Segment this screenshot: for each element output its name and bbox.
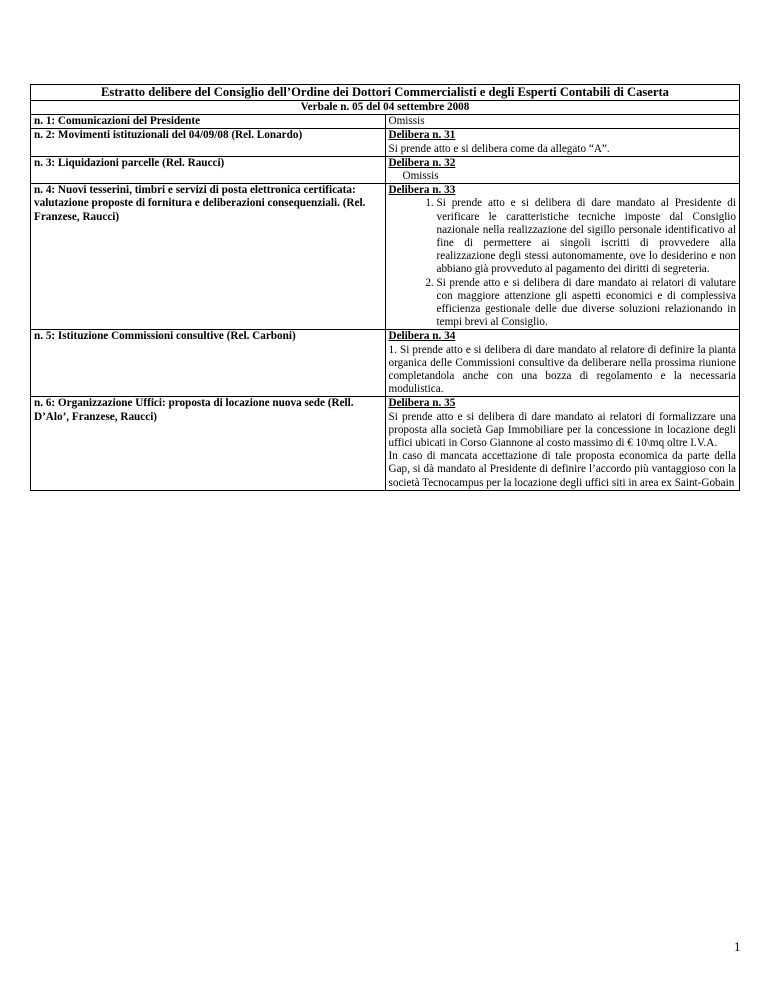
agenda-item: n. 5: Istituzione Commissioni consultive (Rel. Carboni) xyxy=(31,330,386,397)
list-item: 1. Si prende atto e si delibera di dare mandato al Presidente di verificare le caratteristiche tecniche imposte dal Consiglio nazionale nella realizzazione del sigillo personale identificativo al fine di permettere ai singoli iscritti di provvedere alla realizzazione degli stessi autonomamente, ove lo desiderino e non abbiano già provveduto al pagamento dei diritti di segreteria. xyxy=(437,197,737,276)
delibera-text: In caso di mancata accettazione di tale proposta economica da parte della Gap, si dà mandato al Presidente di definire l’accordo più vantaggioso con la società Tecnocampus per la locazione degli uffici siti in area ex Saint-Gobain xyxy=(388,450,736,489)
table-row xyxy=(31,397,740,490)
delibera-heading: Delibera n. 35 xyxy=(388,397,456,410)
delibera-cell xyxy=(385,115,740,129)
agenda-item: n. 1: Comunicazioni del Presidente xyxy=(31,115,386,129)
page-number: 1 xyxy=(734,939,741,954)
table-row xyxy=(31,184,740,330)
delibera-heading: Delibera n. 33 xyxy=(388,184,456,197)
delibera-heading: Delibera n. 34 xyxy=(388,330,456,343)
agenda-item: n. 2: Movimenti istituzionali del 04/09/08 (Rel. Lonardo) xyxy=(31,129,386,156)
table-row xyxy=(31,115,740,129)
delibera-cell xyxy=(385,397,740,490)
title-row xyxy=(31,85,740,101)
agenda-item: n. 3: Liquidazioni parcelle (Rel. Raucci) xyxy=(31,156,386,183)
delibera-heading: Delibera n. 32 xyxy=(388,156,456,169)
verbale-row xyxy=(31,101,740,115)
delibera-heading: Delibera n. 31 xyxy=(388,129,456,142)
delibera-list xyxy=(389,197,737,329)
delibera-cell xyxy=(385,129,740,156)
table-row xyxy=(31,129,740,156)
agenda-item: n. 6: Organizzazione Uffici: proposta di locazione nuova sede (Rell. D’Alo’, Franzese, Raucci) xyxy=(31,397,386,490)
delibera-cell xyxy=(385,156,740,183)
delibera-text: Si prende atto e si delibera come da allegato “A”. xyxy=(388,142,610,155)
table-row xyxy=(31,156,740,183)
delibera-cell xyxy=(385,330,740,397)
delibera-text: Si prende atto e si delibera di dare mandato ai relatori di formalizzare una proposta alla società Gap Immobiliare per la concessione in locazione degli uffici ubicati in Corso Giannone al costo massimo di € 10\mq oltre I.V.A. xyxy=(388,410,736,450)
document-title: Estratto delibere del Consiglio dell’Ordine dei Dottori Commercialisti e degli Esperti Contabili di Caserta xyxy=(31,85,740,101)
delibera-text: Omissis xyxy=(388,115,425,128)
delibera-text: Omissis xyxy=(402,170,439,183)
list-item: 2. Si prende atto e si delibera di dare mandato ai relatori di valutare con maggiore attenzione gli aspetti economici e di complessiva efficienza gestionale delle due diverse soluzioni relazionando in tempi brevi al Consiglio. xyxy=(437,277,737,330)
table-row xyxy=(31,330,740,397)
delibera-text: 1. Si prende atto e si delibera di dare mandato al relatore di definire la pianta organica delle Commissioni consultive da deliberare nella prossima riunione completandola anche con una bozza di regolamento e la necessaria modulistica. xyxy=(388,343,736,396)
delibera-cell xyxy=(385,184,740,330)
agenda-item: n. 4: Nuovi tesserini, timbri e servizi di posta elettronica certificata: valutazione proposte di fornitura e deliberazioni consequenziali. (Rel. Franzese, Raucci) xyxy=(31,184,386,330)
delibere-table xyxy=(30,84,740,491)
verbale-heading: Verbale n. 05 del 04 settembre 2008 xyxy=(31,101,740,115)
